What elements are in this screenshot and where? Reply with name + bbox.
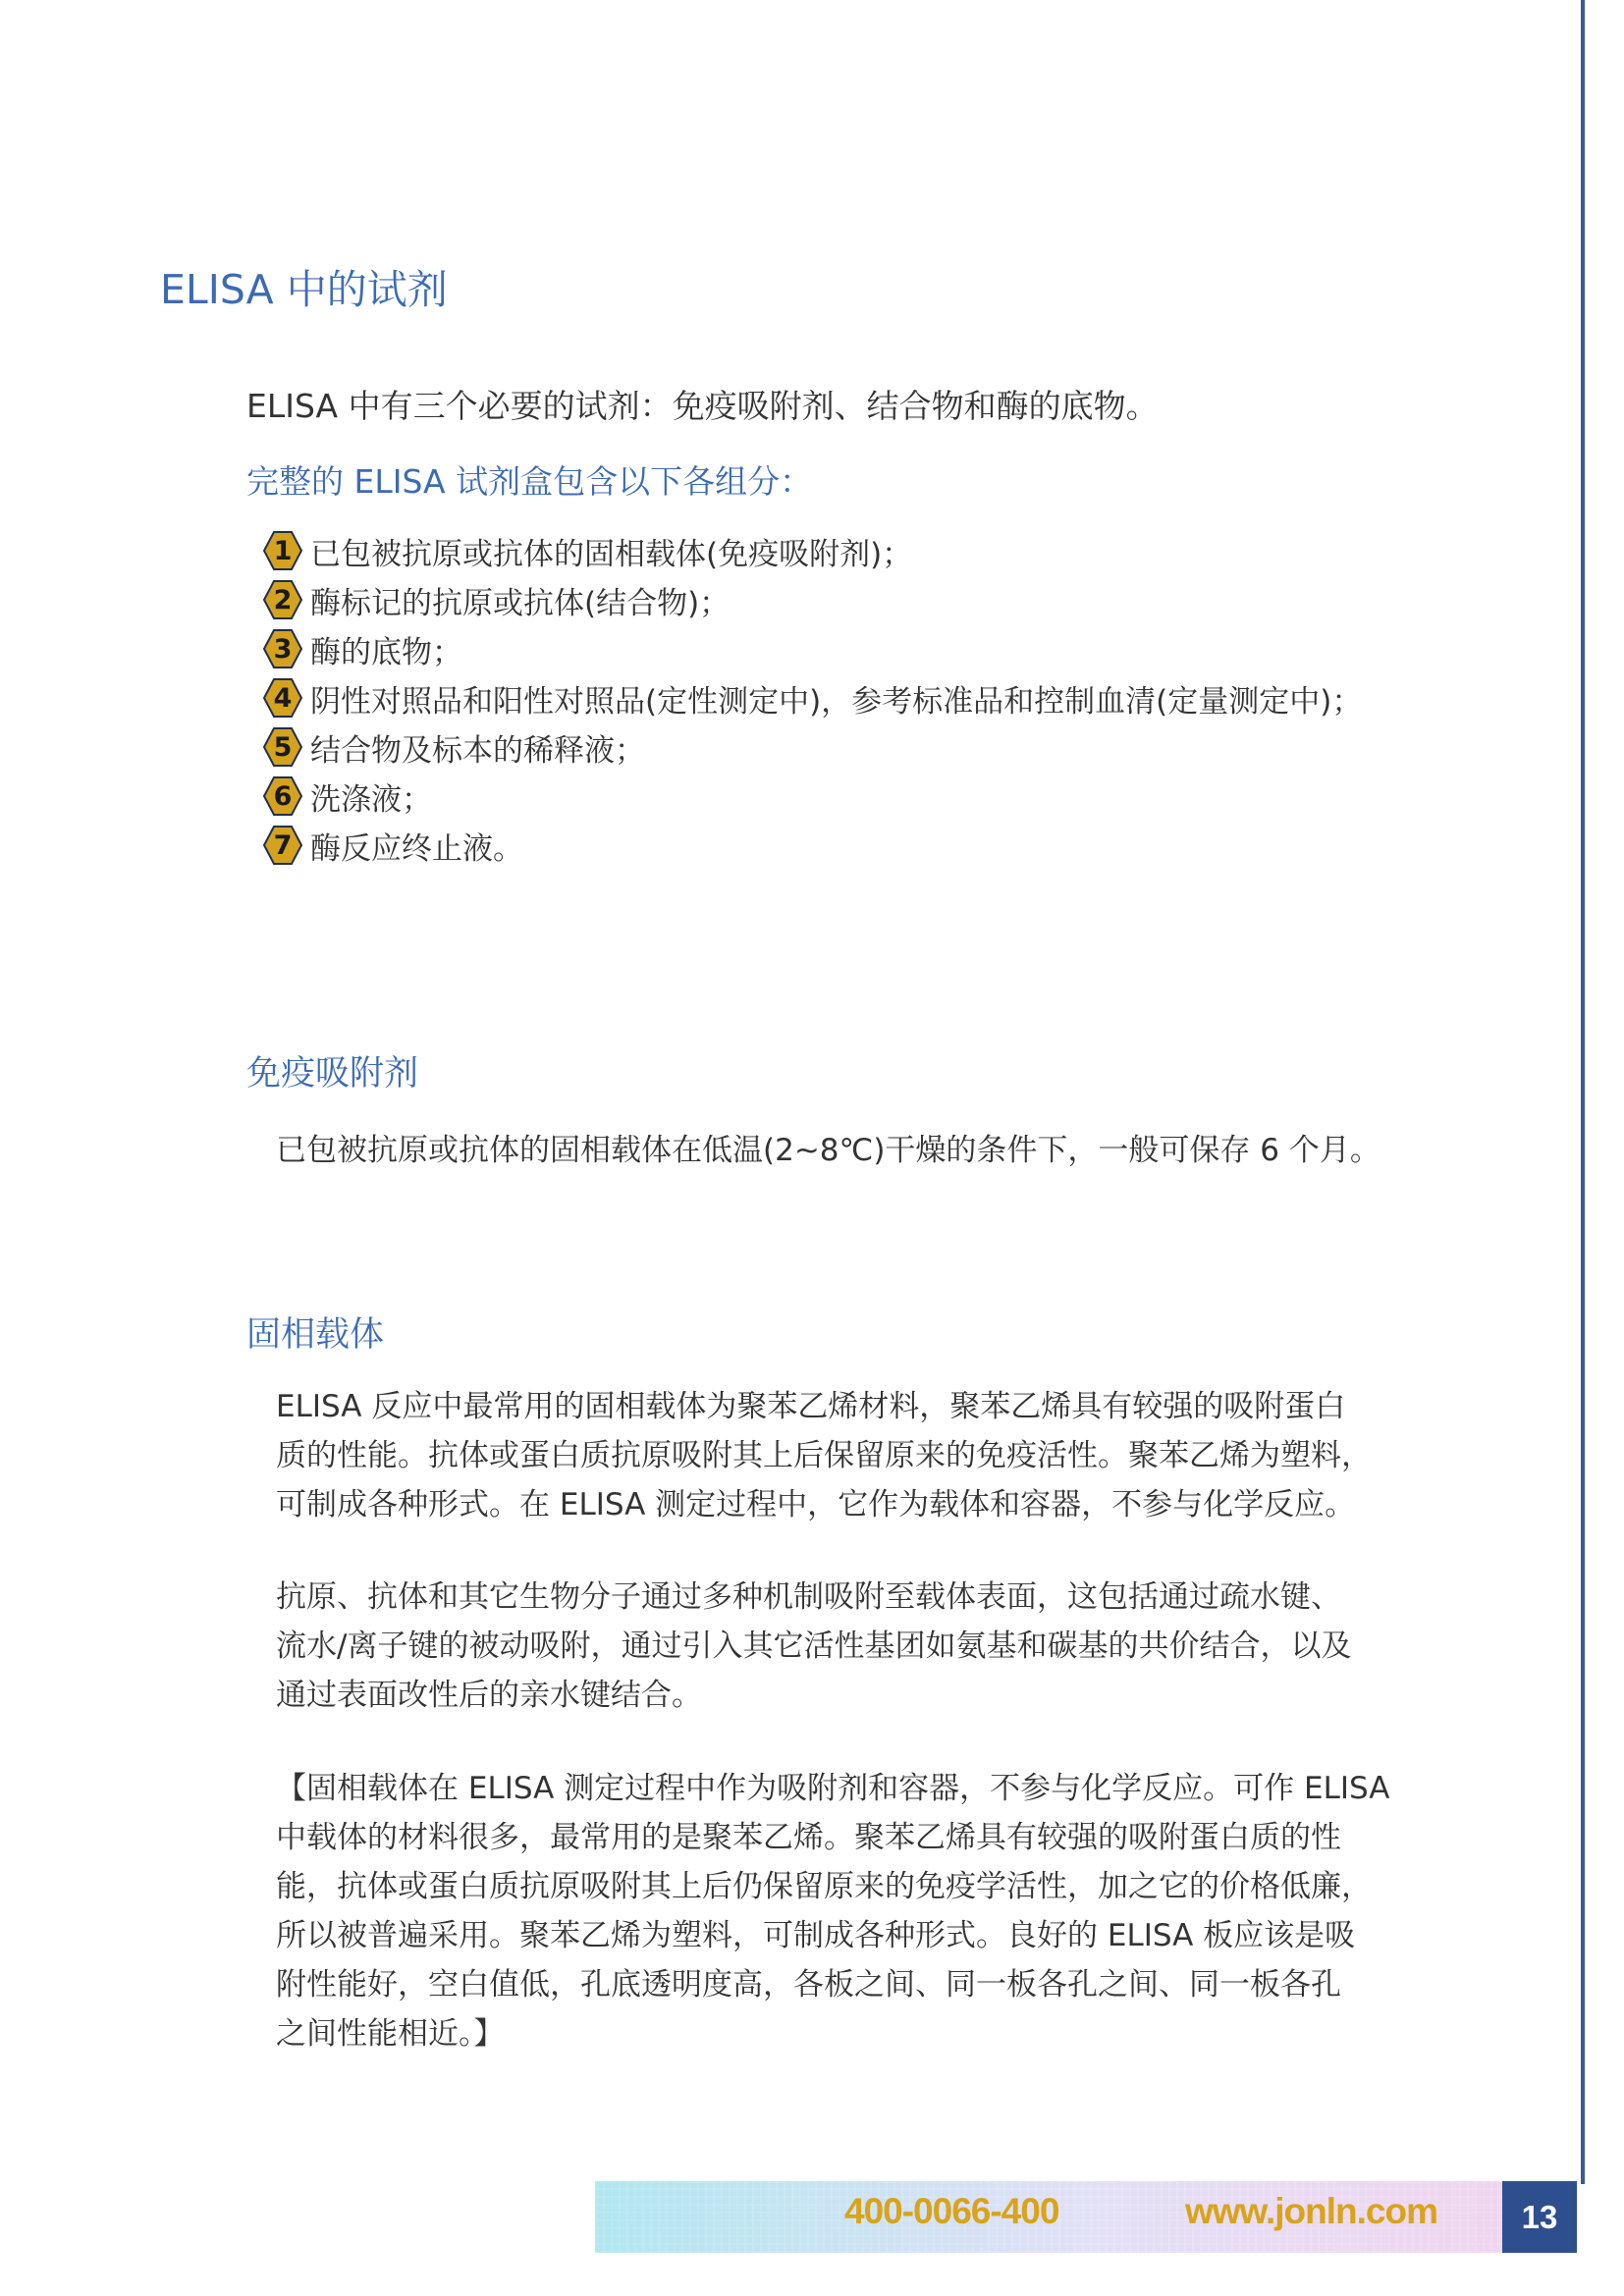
- component-number: 7: [273, 829, 293, 861]
- component-item: [263, 821, 523, 870]
- text-line: 质的性能。抗体或蛋白质抗原吸附其上后保留原来的免疫活性。聚苯乙烯为塑料，: [276, 1438, 1372, 1473]
- solid-phase-paragraph-1: [276, 1382, 1372, 1529]
- component-number: 3: [273, 633, 293, 665]
- hexagon-number-icon: [263, 530, 302, 571]
- text-line: 所以被普遍采用。聚苯乙烯为塑料，可制成各种形式。良好的 ELISA 板应该是吸: [276, 1918, 1356, 1953]
- hexagon-number-icon: [263, 726, 302, 768]
- text-line: 之间性能相近。】: [276, 2016, 505, 2052]
- text-line: 抗原、抗体和其它生物分子通过多种机制吸附至载体表面，这包括通过疏水键、: [276, 1579, 1341, 1615]
- component-item: [263, 673, 1362, 722]
- text-line: 能，抗体或蛋白质抗原吸附其上后仍保留原来的免疫学活性，加之它的价格低廉，: [276, 1869, 1372, 1904]
- component-number: 2: [273, 584, 293, 615]
- immunosorbent-text: 已包被抗原或抗体的固相载体在低温(2~8℃)干燥的条件下，一般可保存 6 个月。: [276, 1133, 1380, 1168]
- hexagon-number-icon: [263, 825, 302, 866]
- component-text: 洗涤液；: [310, 781, 432, 818]
- page-title: ELISA 中的试剂: [160, 266, 448, 313]
- intro-text: ELISA 中有三个必要的试剂：免疫吸附剂、结合物和酶的底物。: [246, 387, 1159, 425]
- text-line: 通过表面改性后的亲水键结合。: [276, 1678, 702, 1713]
- component-item: [263, 526, 912, 575]
- solid-phase-paragraph-3: [276, 1764, 1389, 2058]
- component-number: 5: [273, 731, 293, 763]
- component-text: 酶反应终止液。: [310, 830, 523, 867]
- text-line: 附性能好，空白值低，孔底透明度高，各板之间、同一板各孔之间、同一板各孔: [276, 1967, 1341, 2002]
- component-number: 6: [273, 780, 293, 812]
- footer-url[interactable]: www.jonln.com: [1185, 2191, 1437, 2231]
- text-line: 中载体的材料很多，最常用的是聚苯乙烯。聚苯乙烯具有较强的吸附蛋白质的性: [276, 1820, 1341, 1855]
- kit-heading: 完整的 ELISA 试剂盒包含以下各组分：: [246, 462, 813, 501]
- component-item: [263, 624, 462, 673]
- component-number: 4: [273, 682, 293, 714]
- solid-phase-paragraph-2: [276, 1573, 1351, 1720]
- hexagon-number-icon: [263, 628, 302, 669]
- component-text: 酶标记的抗原或抗体(结合物)；: [310, 585, 731, 621]
- component-item: [263, 722, 645, 772]
- component-text: 酶的底物；: [310, 634, 462, 670]
- hexagon-number-icon: [263, 579, 302, 620]
- right-margin-line: [1581, 0, 1585, 2184]
- hexagon-number-icon: [263, 775, 302, 817]
- text-line: 流水/离子键的被动吸附，通过引入其它活性基团如氨基和碳基的共价结合，以及: [276, 1629, 1352, 1664]
- section-heading-immunosorbent: 免疫吸附剂: [246, 1054, 419, 1094]
- text-line: 可制成各种形式。在 ELISA 测定过程中，它作为载体和容器，不参与化学反应。: [276, 1487, 1356, 1522]
- hexagon-number-icon: [263, 677, 302, 719]
- footer-phone: 400-0066-400: [844, 2191, 1059, 2231]
- section-heading-solid-phase: 固相载体: [246, 1315, 385, 1355]
- page-number: 13: [1502, 2181, 1577, 2253]
- text-line: 【固相载体在 ELISA 测定过程中作为吸附剂和容器，不参与化学反应。可作 ELISA: [276, 1771, 1390, 1806]
- component-item: [263, 772, 432, 821]
- text-line: ELISA 反应中最常用的固相载体为聚苯乙烯材料，聚苯乙烯具有较强的吸附蛋白: [276, 1389, 1346, 1424]
- component-item: [263, 575, 730, 624]
- component-text: 阴性对照品和阳性对照品(定性测定中)，参考标准品和控制血清(定量测定中)；: [310, 683, 1363, 720]
- component-number: 1: [273, 535, 293, 566]
- component-text: 结合物及标本的稀释液；: [310, 732, 645, 769]
- component-text: 已包被抗原或抗体的固相载体(免疫吸附剂)；: [310, 536, 913, 572]
